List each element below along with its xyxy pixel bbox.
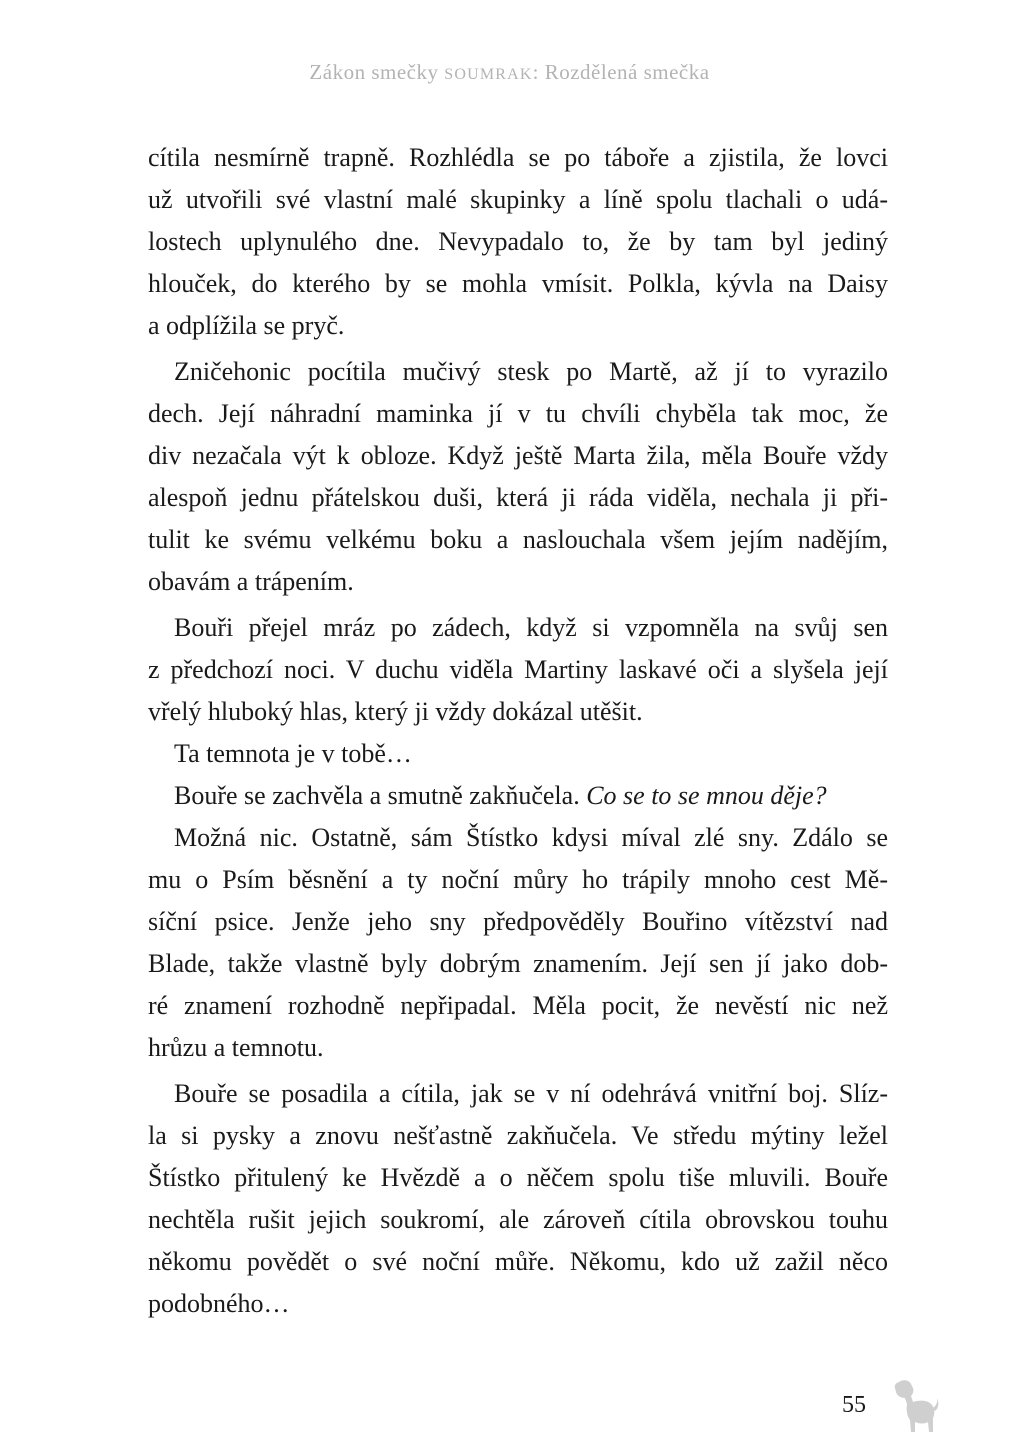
text-line: Štístko přitulený ke Hvězdě a o něčem spolu tiše mluvili. Bouře [148, 1163, 888, 1192]
body-text [148, 137, 888, 1325]
text-plain: Bouře se zachvěla a smutně zakňučela. [174, 781, 587, 810]
text-line: Možná nic. Ostatně, sám Štístko kdysi míval zlé sny. Zdálo se [174, 823, 888, 852]
text-line-mixed [148, 775, 888, 817]
text-line: Zničehonic pocítila mučivý stesk po Martě, až jí to vyrazilo [174, 357, 888, 386]
text-line: div nezačala výt k obloze. Když ještě Marta žila, měla Bouře vždy [148, 441, 888, 470]
running-head [0, 60, 1019, 85]
text-line: Bouře se posadila a cítila, jak se v ní odehrává vnitřní boj. Slíz- [174, 1079, 888, 1108]
series-subtitle-smallcaps: SOUMRAK [444, 66, 533, 83]
book-subtitle: : Rozdělená smečka [532, 60, 710, 84]
text-line: dech. Její náhradní maminka jí v tu chvíli chyběla tak moc, že [148, 399, 888, 428]
text-line: z předchozí noci. V duchu viděla Martiny laskavé oči a slyšela její [148, 655, 888, 684]
dog-silhouette-icon [893, 1378, 939, 1436]
text-line: nechtěla rušit jejich soukromí, ale zároveň cítila obrovskou touhu [148, 1205, 888, 1234]
text-line: mu o Psím běsnění a ty noční můry ho trápily mnoho cest Mě- [148, 865, 888, 894]
text-line: síční psice. Jenže jeho sny předpověděly Bouřino vítězství nad [148, 907, 888, 936]
text-line: cítila nesmírně trapně. Rozhlédla se po táboře a zjistila, že lovci [148, 143, 888, 172]
text-line: hrůzu a temnotu. [148, 1033, 324, 1062]
text-line: lostech uplynulého dne. Nevypadalo to, že by tam byl jediný [148, 227, 888, 256]
text-line: obavám a trápením. [148, 567, 354, 596]
text-line: a odplížila se pryč. [148, 311, 345, 340]
series-title: Zákon smečky [309, 60, 439, 84]
page-number: 55 [842, 1392, 866, 1418]
text-line: někomu povědět o své noční můře. Někomu, kdo už zažil něco [148, 1247, 888, 1276]
text-line: podobného… [148, 1289, 290, 1318]
text-line: tulit ke svému velkému boku a naslouchala všem jejím nadějím, [148, 525, 888, 554]
text-line: vřelý hluboký hlas, který ji vždy dokázal utěšit. [148, 697, 643, 726]
text-line: la si pysky a znovu nešťastně zakňučela. Ve středu mýtiny ležel [148, 1121, 888, 1150]
text-line: hlouček, do kterého by se mohla vmísit. Polkla, kývla na Daisy [148, 269, 888, 298]
text-line: ré znamení rozhodně nepřipadal. Měla pocit, že nevěstí nic než [148, 991, 888, 1020]
text-line: alespoň jednu přátelskou duši, která ji ráda viděla, nechala ji při- [148, 483, 888, 512]
text-line: Blade, takže vlastně byly dobrým znamením. Její sen jí jako dob- [148, 949, 888, 978]
italic-thought: Ta temnota je v tobě… [174, 739, 412, 768]
text-italic: Co se to se mnou děje? [586, 781, 827, 810]
text-line: už utvořili své vlastní malé skupinky a líně spolu tlachali o udá- [148, 185, 888, 214]
text-line: Bouři přejel mráz po zádech, když si vzpomněla na svůj sen [174, 613, 888, 642]
